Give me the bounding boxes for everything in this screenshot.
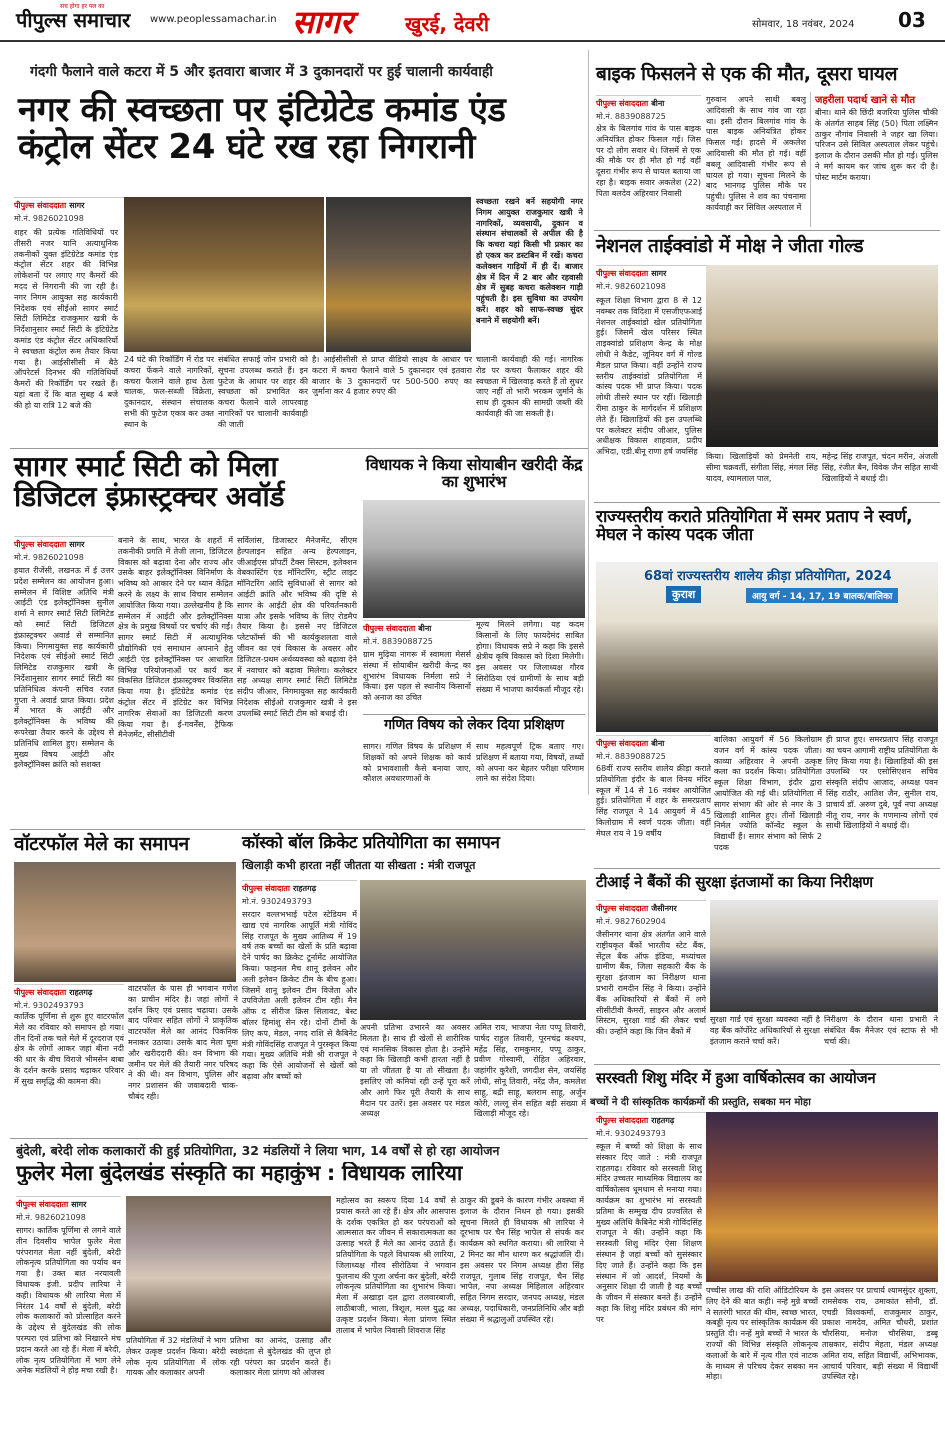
a1-place: सागर — [69, 201, 85, 210]
a1-col5a: स्वच्छता रखने बनें सहयोगी नगर निगम आयुक्त राजकुमार खत्री ने नागरिकों, व्यवसायी, दुकान व संस्थान संचालकों से अपील की है कि कचरा यहां किसी भी प्रकार का हो एकत्र कर डस्टबिन में रखें। कचरा कलेक्शन गाड़ियों में ही दें। बाजार क्षेत्र में दिन में 2 बार और रहवासी क्षेत्र में सुबह कचरा कलेक्शन गाड़ी पहुंचती है। इस सुविधा का उपयोग करें। शहर को साफ-स्वच्छ सुंदर बनाने में सहयोगी बनें। — [476, 197, 583, 325]
a12-col1: सागर। कार्तिक पूर्णिमा से लगने वाले तीन दिवसीय भापेल फुलेर मेला परंपरागत मेला नहीं बुंदेली, बरेदी लोकनृत्य प्रतियोगिता का पर्याय बन गया है। उक्त बात नरयावली विधायक इंजी. प्रदीप लारिया ने कही। विधायक श्री लारिया मेला में निरंतर 14 वर्षों से बुंदेली, बरेदी लोक कलाकारों को प्रोत्साहित करने के उद्देश्य से बुंदेलखंड की लोक परम्परा एवं प्रतिभा को निखारने मंच प्रदान करते आ रहे हैं। मेला में बरेदी, लोक नृत्य प्रतियोगिता में भाग लेने अनेक मंडलियों ने होड़ मचा रखी है। — [16, 1226, 121, 1376]
a3-mo: मो.नं. 9826021098 — [596, 282, 666, 291]
a12-byline: पीपुल्स संवाददाता — [16, 1200, 69, 1209]
a5-place: बीना — [418, 624, 432, 633]
a9-headline: कॉस्को बॉल क्रिकेट प्रतियोगिता का समापन — [242, 833, 500, 853]
divider — [594, 502, 940, 503]
page-number: 03 — [898, 8, 926, 32]
website[interactable]: www.peoplessamachar.in — [150, 14, 277, 25]
a7-byline: पीपुल्स संवाददाता — [596, 739, 649, 748]
a7-col1: 68वीं राज्य स्तरीय शालेय क्रीड़ा कराते प्रतियोगिता इंदौर के बाल विनय मंदिर स्कूल में 14 से 16 नवंबर आयोजित हुई। प्रतियोगिता में शहर के समरप्रताप सिंह राजपूत ने 14 आयुवर्ग में 45 किलोग्राम में स्वर्ण पदक जीता। वहीं मेघल राय ने 19 वर्षीय — [596, 764, 711, 838]
a1-col1: शहर की प्रत्येक गतिविधियों पर तीसरी नजर यानि अत्याधुनिक तकनीकों युक्त इंटिग्रेटेड कमांड एंड कंट्रोल सेंटर शहर की विभिन्न लोकेशनों पर लगाए गए कैमरों की मदद से निगरानी की जा रही है। नगर निगम आयुक्त सह कार्यकारी निदेशक एवं सीईओ सागर स्मार्ट सिटी लिमिटेड राजकुमार खत्री के निर्देशानुसार स्मार्ट सिटी के इंटिग्रेटेड कमांड एंड कंट्रोल सेंटर अधिकारियों ने स्वच्छता कंट्रोल रूम तैयार किया गया है। आईसीसीसी में बैठे ऑपरेटर्स दिनभर की गतिविधियों कैमरों की रिकॉर्डिंग पर रखते हैं। यहां बता दें कि बात सुबह 4 बजे की हो या रात्रि 12 बजे की — [14, 228, 118, 410]
divider — [10, 1138, 588, 1139]
a12-kicker: बुंदेली, बरेदी लोक कलाकारों की हुई प्रतियोगिता, 32 मंडलियों ने लिया भाग, 14 वर्षों से हो रहा आयोजन — [16, 1143, 500, 1158]
a2-byline: पीपुल्स संवाददाता — [596, 99, 649, 108]
a7-mo: मो.नं. 8839088725 — [596, 752, 666, 761]
a4-byline-block — [14, 536, 114, 563]
a4-byline: पीपुल्स संवाददाता — [14, 540, 67, 549]
a3-headline: नेशनल ताईक्वांडो में मोक्ष ने जीता गोल्ड — [596, 235, 864, 257]
a7-byline-block — [596, 735, 711, 762]
a8-col2: वाटरफॉल के पास ही भगवान गणेश का प्राचीन मंदिर है। जहां लोगों ने दर्शन किए एवं प्रसाद चढ़ाया। उसके बाद परिवार सहित लोगों ने प्राकृतिक वाटरफॉल मेले का आनंद पिकनिक मनाकर उठाया। उसके बाद मेला घूमा और खरीददारी की। वन विभाग की जमीन पर मेले की तैयारी नगर परिषद ने की थी। वन विभाग, पुलिस और नगर प्रशासन की जवाबदारी चाक-चौबंद रही। — [128, 984, 238, 1101]
a7-col2: बालिका आयुवर्ग में 56 किलोग्राम वजन वर्ग में कांस्य पदक जीता। काव्या अहिरवार ने अपनी उत्कृष्ट कला का प्रदर्शन किया। प्रतियोगिता स्कूल शिक्षा विभाग, इंदौर द्वारा आयोजित की गई थी। प्रतियोगिता में सागर संभाग की ओर से नगर के 3 खिलाड़ी शामिल हुए। तीनों खिलाड़ी निर्मल ज्योति कॉन्वेंट स्कूल के विद्यार्थी हैं। सागर संभाग को सिर्फ 2 पदक — [714, 735, 822, 852]
a11-col1: स्कूल में बच्चों को शिक्षा के साथ संस्कार दिए जाते : मंत्री राजपूत राहतगढ़। रविवार को सरस्वती शिशु मंदिर उच्चतर माध्यमिक विद्यालय का वार्षिकोत्सव धूमधाम से मनाया गया। कार्यक्रम का शुभारंभ मां सरस्वती प्रतिमा के सम्मुख दीप प्रज्वलित से मुख्य अतिथि कैबिनेट मंत्री गोविंदसिंह राजपूत ने की। उन्होंने कहा कि सरस्वती शिशु मंदिर ऐसा शिक्षण संस्थान है जहां बच्चों को सुसंस्कार दिए जाते हैं। उन्होंने कहा कि इस संस्थान में जो आदर्श, नियमों के अनुसार शिक्षा दी जाती है वह बच्चों के जीवन में संस्कार बनते हैं। उन्होंने कहा कि शिशु मंदिर प्रबंधन की मांग पर — [596, 1142, 702, 1324]
a2-box — [810, 92, 938, 227]
divider — [10, 448, 588, 449]
divider — [594, 868, 940, 869]
a5-byline-block — [363, 620, 471, 647]
paper-name: पीपुल्स समाचार — [16, 8, 131, 32]
a12-place: सागर — [71, 1200, 87, 1209]
divider — [10, 829, 585, 830]
a4-mo: मो.नं. 9826021098 — [14, 553, 84, 562]
a9-byline: पीपुल्स संवादाता — [242, 884, 290, 893]
a11-col3: इस अवसर पर प्राचार्य श्यामसुंदर शुक्ला, रामसेवक राय, उमाकांत सोनी, डॉ. एचडी विश्वकर्मा, राजकुमार ठाकुर, प्रकाश नामदेव, अमित चौधरी, प्रशांत चौरसिया, मनोज चौरसिया, डब्बू ताम्रकार, संदीप मेहता, मंडल अध्यक्ष अमित राय, सहित विद्यार्थी, अभिभावक, आचार्य परिवार, बड़ी संख्या में विद्यार्थी उपस्थित रहे। — [822, 1286, 938, 1382]
a10-photo — [710, 900, 938, 1012]
a5-photo — [363, 500, 585, 618]
a1-col4: है। आईसीसीसी से प्राप्त वीडियो साक्ष्य के आधार पर कटरा में कचरा फैलाने वाले 5 दुकानदार एवं इतवारा बाजार के 3 दुकानदारों पर 500-500 रुपए का जुर्माना कर 4 हजार रुपए की — [312, 355, 472, 397]
divider — [363, 714, 585, 715]
subcities: खुरई, देवरी — [405, 12, 490, 36]
a1-mo: मो.नं. 9826021098 — [14, 214, 84, 223]
a3-col3: महेन्द्र सिंह राजपूत, चंदन मरीन, अंजली सिंह, रंजीत बैन, विवेक जैन सहित साथी खिलाड़ियों ने बधाई दी। — [822, 452, 938, 483]
a1-col2: 24 घंटे की रिकॉर्डिंग में रोड पर कचरा फेंकने वाले नागरिकों, कचरा फैलाने वाले हाथ ठेला चालक, फल-सब्जी विक्रेता, दुकानदार, संस्थान संचालक सभी की फुटेज एकत्र कर उक्त स्थान के — [124, 355, 214, 429]
a12-byline-block — [16, 1196, 121, 1223]
a11-headline: सरस्वती शिशु मंदिर में हुआ वार्षिकोत्सव का आयोजन — [596, 1069, 876, 1087]
city-title: सागर — [292, 3, 354, 41]
a1-byline: पीपुल्स संवाददाता — [14, 201, 67, 210]
a11-mo: मो.नं. 9302493793 — [596, 1129, 666, 1138]
a3-byline-block — [596, 265, 706, 292]
a9-col1: सरदार वल्लभभाई पटेल स्टेडियम में खाद्य एवं नागरिक आपूर्ति मंत्री गोविंद सिंह राजपूत के मुख्य आतिथ्य में 19 वर्ष तक बच्चों का खेलों के प्रति बढ़ावा देने पार्षद का क्रिकेट टूर्नामेंट आयोजित किया। फाइनल मैच शानू इलेवन और अली इलेवन क्रिकेट टीम के बीच हुआ। जिसमें शानू इलेवन टीम विजेता और उपविजेता अली इलेवन टीम रही। मैन ऑफ द सीरीज क्रिस सिलावट, बेस्ट बॉलर हिमांशु सेन रहे। दोनों टीमों के लिए कप, मेडल, नगद राशि से कैबिनेट मंत्री गोविंदसिंह राजपूत ने पुरस्कृत किया गया। मुख्य अतिथि मंत्री श्री राजपूत ने कहा कि ऐसे आयोजनों से खेलों को बढ़ावा और बच्चों को — [242, 910, 357, 1081]
a4-col1: हयात रीजेंसी, लखनऊ में ई उत्तर प्रदेश सम्मेलन का आयोजन हुआ। सम्मेलन में विशिष्ट अतिथि मंत्री आईटी एंड इलेक्ट्रॉनिक्स सुनील शर्मा ने सागर स्मार्ट सिटी लिमिटेड को स्मार्ट सिटी डिजिटल इंफ्रास्ट्रक्चर अवार्ड से सम्मानित किया। निगमायुक्त सह कार्यकारी निदेशक एवं सीईओ स्मार्ट सिटी लिमिटेड राजकुमार खत्री के निर्देशानुसार सागर स्मार्ट सिटी का प्रतिनिधित्व कंपनी सचिव रजत गुप्ता ने अवार्ड प्राप्त किया। प्रदेश में भारत के आईटी और इलेक्ट्रॉनिक्स के भविष्य की रूपरेखा तैयार करने के उद्देश्य से प्रतिनिधि शामिल हुए। सम्मेलन के मुख्य विषय आईटी और इलेक्ट्रॉनिक्स क्रांति को सशक्त — [14, 566, 114, 770]
a5-mo: मो.नं. 8839088725 — [363, 637, 433, 646]
a6-headline: गणित विषय को लेकर दिया प्रशिक्षण — [384, 717, 564, 733]
a8-byline-block — [14, 984, 124, 1011]
a4-col2: बनाने के साथ, भारत के शहरों में तकनीकी प्रगति में तेजी लाना, डिजिटल विकास को बढ़ावा देना और राज्य और उसके बाहर इलेक्ट्रॉनिक्स विनिर्माण के भविष्य को आकार देने पर ध्यान केंद्रित करने के लक्ष्य के साथ विचार सम्मेलन आयोजित किया गया। उल्लेखनीय है कि सम्मेलन में आईटी और इलेक्ट्रॉनिक्स क्षेत्र के प्रमुख विषयों पर चर्चाएं की गईं। सागर स्मार्ट सिटी में अत्याधुनिक प्रौद्योगिकी एवं समाधान अपनाने हेतु आईटी एंड इलेक्ट्रॉनिक्स पर आधारित विभिन्न परियोजनाओं पर कार्य कर विकसित डिजिटल इंफ्रास्ट्रक्चर विकसित किया गया है। इंटिग्रेटेड कमांड एंड कंट्रोल सेंटर में इंटिग्रेट कर विभिन्न नागरिक सेवाओं का डिजिटली करण किया गया है। ई-गवर्नेंस, ट्रैफिक मैनेजमेंट, सीसीटीवी — [118, 536, 233, 740]
a10-headline: टीआई ने बैंकों की सुरक्षा इंतजामों का किया निरीक्षण — [596, 873, 873, 891]
a12-col4: ठाकुर की डूबने के कारण गंभीर अवस्था में इलाज के दौरान निधन हो गया। इसकी सूचना मिलते ही विधायक श्री लारिया ने दूरभाष पर चैन सिंह भापेल से संपर्क कर कार्यक्रम को स्थगित कराया। श्री लारिया ने 2 मिनट का मौन धारण कर श्रद्धांजलि दी। इस अवसर पर निगम अध्यक्ष हीरा सिंह राजपूत, गुलाब सिंह राजपूत, चैन सिंह भापेल, नपा अध्यक्ष मिहिलाल अहिरवार सहित निगम सरदार, जनपद अध्यक्ष, मंडल अध्यक्ष, पदाधिकारी, जनप्रतिनिधि और बड़ी संख्या में श्रद्धालुओं उपस्थित रहे। — [460, 1196, 584, 1324]
a9-col3: अमित राय, भाजपा नेता पप्पू तिवारी, पार्षद राहुल तिवारी, पूरनचंद्र कश्यप, महेंद्र सिंह, रामकुमार, पप्पू ठाकुर, प्रवीण गोस्वामी, रोहित अहिरवार, जहांगीर कुरैशी, जगदीश सेन, जयसिंह लोधी, सोनू तिवारी, नरेंद्र जैन, कमलेश साहू, बद्री साहू, बलराम साहू, अर्जुन कोरी, लल्लू सेन सहित बड़ी संख्या में खिलाड़ी मौजूद रहे। — [474, 1023, 586, 1119]
a1-photo-2 — [326, 197, 471, 352]
a2-byline-block — [596, 95, 701, 122]
a3-place: सागर — [651, 269, 667, 278]
a8-mo: मो.नं. 9302493793 — [14, 1001, 84, 1010]
a12-photo — [126, 1196, 331, 1332]
divider — [594, 230, 940, 231]
a7-headline: राज्यस्तरीय कराते प्रतियोगिता में समर प्रताप ने स्वर्ण, मेघल ने कांस्य पदक जीता — [596, 507, 913, 546]
a8-byline: पीपुल्स संवाददाता — [14, 988, 67, 997]
a7-banner-event: कुराश — [666, 586, 701, 603]
a7-banner: 68वां राज्यस्तरीय शालेय क्रीड़ा प्रतियोगिता, 2024 — [644, 569, 892, 584]
masthead — [0, 0, 945, 42]
a4-headline: सागर स्मार्ट सिटी को मिला डिजिटल इंफ्रास्ट्रक्चर अवॉर्ड — [14, 450, 285, 514]
a12-caption: प्रतियोगिता में 32 मंडलियों ने भाग लेकर उत्कृष्ट प्रदर्शन किया। बरेदी लोक नृत्य प्रतियोगिता में लोक गायक और कलाकार अपनी — [126, 1336, 226, 1378]
column-divider — [588, 50, 589, 795]
a2-place: बीना — [651, 99, 665, 108]
a6-col2: साथ महत्वपूर्ण ट्रिक बताए गए। प्रशिक्षण में बताया गया, विषयों, तथ्यों को अपना कर बेहतर परीक्षा परिणाम लाने का संदेश दिया। — [476, 742, 584, 784]
a10-place: जैसीनगर — [651, 904, 677, 913]
a2-col2: गुरुवान अपने साथी बबलू आदिवासी के साथ गांव जा रहा था। इसी दौरान बिलगांव गांव के पास बाइक अनियंत्रित होकर फिसल गई। हादसे में अकलेश आदिवासी की मौत हो गई। वहीं बबलू आदिवासी गंभीर रूप से घायल हो गया। सूचना मिलने के बाद भानगढ़ पुलिस मौके पर पहुंची। पुलिस ने शव का पंचनामा कार्यवाही कर सिविल अस्पताल में — [706, 95, 806, 212]
a1-kicker: गंदगी फैलाने वाले कटरा में 5 और इतवारा बाजार में 3 दुकानदारों पर हुई चालानी कार्यवाही — [30, 64, 493, 80]
a8-col1: कार्तिक पूर्णिमा से शुरू हुए वाटरफॉल मेले का रविवार को समापन हो गया। तीन दिनों तक चले मेले में दूरदराज एवं क्षेत्र के लोगों आकर जहां बीना नदी की धार के बीच विराजे भीमसेन बाबा के दर्शन करके प्रसाद चढ़ाकर परिवार में सुख समृद्धि की कामना की। — [14, 1012, 124, 1086]
a2-col1: क्षेत्र के बिलगांव गांव के पास बाइक अनियंत्रित होकर फिसल गई। जिस पर दो लोग सवार थे। जिसमें से एक की मौके पर ही मौत हो गई वहीं दूसरा गंभीर रूप से घायल बताया जा रहा है। बाइक सवार अकलेश (22) पिता बलदेव अहिरवार निवासी — [596, 124, 701, 198]
a8-place: राहतगढ़ — [69, 988, 93, 997]
a11-col2: पच्चीस लाख की राशि ऑडिटोरियम के लिए देने की बात कही। नन्हे मुन्ने बच्चों ने सतरंगी भारत की थीम, स्वच्छ भारत, कबड्डी नृत्य पर सांस्कृतिक कार्यक्रम की प्रस्तुति दी। नन्हें मुन्ने बच्चों ने भारत के राज्यों की विभिन्न संस्कृति लोकनृत्य कलाओं के बारे में नृत्य गीत एवं नाटक के माध्यम से परिचय देकर सबका मन मोहा। — [706, 1286, 818, 1382]
a9-col2: अपनी प्रतिभा उभारने का अवसर मिलता है। साथ ही खेलों से शारीरिक एवं मानसिक विकास होता है। उन्होंने कहा कि खिलाड़ी कभी हारता नहीं है या तो जीतता है या तो सीखता है। इसलिए जो कमियां रही उन्हें पूरा करें और आगे फिर पूरी तैयारी के साथ मैदान पर उतरें। इस अवसर पर मंडल अध्यक्ष — [360, 1023, 470, 1119]
a10-byline-block — [596, 900, 706, 927]
a9-subtitle: खिलाड़ी कभी हारता नहीं जीतता या सीखता : मंत्री राजपूत — [242, 859, 476, 872]
a2-headline: बाइक फिसलने से एक की मौत, दूसरा घायल — [596, 63, 898, 85]
a1-photo-1 — [124, 197, 324, 352]
a11-byline-block — [596, 1112, 706, 1139]
a11-subtitle: बच्चों ने दी सांस्कृतिक कार्यक्रमों की प्रस्तुति, सबका मन मोहा — [590, 1097, 811, 1108]
a3-photo — [706, 265, 938, 447]
a12-headline: फुलेर मेला बुंदेलखंड संस्कृति का महाकुंभ : विधायक लारिया — [16, 1162, 463, 1185]
a4-place: सागर — [69, 540, 85, 549]
a1-col5b: चालानी कार्यवाही की गई। नागरिक रोड पर कचरा फैलाकर शहर की स्वच्छता में खिलवाड़ करते हैं तो सुधर जाए नहीं तो भारी भरकम जुर्माने के साथ ही दुकान की सामग्री जब्ती की कार्यवाही की जा सकती है। — [476, 355, 583, 418]
a2-box-title: जहरीला पदार्थ खाने से मौत — [815, 95, 916, 106]
a8-headline: वॉटरफॉल मेले का समापन — [14, 833, 189, 855]
a4-col3: सर्विलांस, डिजास्टर मैनेजमेंट, सीएम हेल्पलाइन सहित अन्य हेल्पलाइन, जीआईएस प्रॉपर्टी टैक्स सिस्टम, इलेक्शन वेबकास्टिंग एंड मॉनिटरिंग, स्ट्रीट लाइट मॉनिटरिंग आदि सुविधाओं से सागर को आईटी क्रांति और भविष्य की दृष्टि से सागर के आईटी क्षेत्र की परिवर्तनकारी यात्रा और इसके भविष्य के लिए रोडमैप तैयार किया है। इससे नए डिजिटल प्लेटफॉर्म्स की भी कार्यकुशलता वाले जीवन का एवं विकास के अवसर और डिजिटल-प्रथम अर्थव्यवस्था को बढ़ावा देने में नवाचार को बढ़ावा मिलेगा। कलेक्टर सह अध्यक्ष सागर स्मार्ट सिटी लिमिटेड संदीप जीआर, निगमायुक्त सह कार्यकारी निदेशक सीईओ राजकुमार खत्री ने इस उपलब्धि स्मार्ट सिटी टीम को बधाई दी। — [237, 536, 357, 718]
a9-place: राहतगढ़ — [292, 884, 317, 893]
a7-place: बीना — [651, 739, 665, 748]
a12-col3: महोत्सव का स्वरूप दिया 14 वर्षों से प्रयास करते आ रहे हैं। क्षेत्र और आसपास के दर्शक एकत्रित हो कर परंपराओं को आत्मसात कर जीवन में सकारात्मकता का उत्साह भरते हैं मेले का आनंद उठाते हैं। प्रतियोगिता के पहले विधायक श्री लारिया, जिलाध्यक्ष गौरव सीरोठिया ने भगवान फुलनाथ की पूजा अर्चना कर बुंदेली, बरेदी लोकनृत्य प्रतियोगिता का शुभारंभ किया। मेला में अखाड़ा दल द्वारा तलवारबाजी, लाठीबाजी, भाला, त्रिशूल, मल्ल युद्ध का उत्कृष्ट प्रदर्शन किया। मेला प्रांगण स्थित तालाब में भापेल निवासी शिवराज सिंह — [336, 1196, 456, 1335]
a3-col2: किया। खिलाड़ियों को प्रेमनेती राय, सीमा चक्रवर्ती, संगीता सिंह, मंगल सिंह यादव, श्यामलाल पाल, — [706, 452, 818, 483]
a1-byline-block — [14, 197, 124, 224]
divider — [594, 1064, 940, 1065]
a1-headline: नगर की स्वच्छता पर इंटिग्रेटेड कमांड एंड कंट्रोल सेंटर 24 घंटे रख रहा निगरानी — [18, 90, 506, 167]
a6-col1: सागर। गणित विषय के प्रशिक्षण में शिक्षकों को अपने शिक्षक को कार्य को प्रभावशाली कैसे बनाया जाए, कौशल अवधारणाओं के — [363, 742, 471, 784]
a9-byline-block — [242, 880, 357, 907]
a5-headline: विधायक ने किया सोयाबीन खरीदी केंद्र का शुभारंभ — [365, 455, 583, 492]
a2-box-text: बीना। थाने की छिंदी बजरिया पुलिस चौकी के अंतर्गत साहब सिंह (50) पिता लक्ष्मिन ठाकुर नौगांव निवासी ने जहर खा लिया। परिजन उसे सिविल अस्पताल लेकर पहुंचे। इलाज के दौरान उसकी मौत हो गई। पुलिस ने मर्ग कायम कर जांच शुरू कर दी है। पोस्ट मार्टम कराया। — [815, 108, 938, 182]
a7-col3: ही प्राप्त हुए। समरप्रताप सिंह राजपूत का चयन आगामी राष्ट्रीय प्रतियोगिता के लिए किया गया है। खिलाड़ियों की इस उपलब्धि पर एसोसिएशन सचिव संस्कृति संदीप आजाद, अध्यक्ष पवन सिंह राठौर, आतिश जैन, सुनील राय, प्राचार्य डॉ. अरुण दुबे, पूर्व नपा अध्यक्ष नीतू राय, नगर के गणमान्य लोगों एवं साथी खिलाड़ियों ने बधाई दी। — [826, 735, 938, 831]
a9-photo — [360, 880, 586, 1020]
a7-banner-sub: आयु वर्ग - 14, 17, 19 बालक/बालिका — [746, 588, 898, 603]
paper-tagline: सच होगा हर पल का — [60, 3, 105, 10]
a8-photo — [14, 862, 236, 982]
a10-col2: सुरक्षा गार्ड एवं सुरक्षा व्यवस्था नहीं है वह बैंक कॉर्पोरेट अधिकारियों से सुरक्षा इंतजाम कराने चर्चा करें। — [710, 1015, 820, 1046]
a3-byline: पीपुल्स संवाददाता — [596, 269, 649, 278]
a3-col1: स्कूल शिक्षा विभाग द्वारा 8 से 12 नवम्बर तक विदिशा में एसजीएफआई नेशनल ताईक्वांडो खेल प्रतियोगिता हुई। जिसमें खेल परिसर स्थित ताइक्वांडो प्रशिक्षण केन्द्र के मोक्ष लोधी ने कैडेट, जूनियर वर्ग में गोल्ड मैडल प्राप्त किया। वहीं उन्होंने राज्य स्तरीय ताईक्वांडो प्रतियोगिता में कांस्य पदक भी प्राप्त किया। पदक लोधी तीसरे स्थान पर रहीं। खिलाड़ी रीमा ठाकुर के मार्गदर्शन में प्रशिक्षण लेते हैं। खिलाड़ियों की इस उपलब्धि पर कलेक्टर संदीप जीआर, पुलिस अधीक्षक विकास शाहवाल, प्रदीप अभिदा, एडी.बीनू राणा हर्ष जयसिंह — [596, 296, 702, 457]
a10-mo: मो.नं. 9827602904 — [596, 917, 666, 926]
a1-col3: संबंधित सफाई जोन प्रभारी को सूचना उपलब्ध कराते हैं। इन फुटेज के आधार पर शहर की स्वच्छता को प्रभावित कर कचरा फैलाने वाले लापरवाह नागरिकों पर चालानी कार्यवाही की जाती — [218, 355, 308, 429]
a5-col2: मूल्य मिलने लगेगा। यह कदम किसानों के लिए फायदेमंद साबित होगा। विधायक सप्रे ने कहा कि इससे क्षेत्रीय कृषि विकास को दिशा मिलेगी। इस अवसर पर जिलाध्यक्ष गौरव सिरोठिया एवं ग्रामीणों के साथ बड़ी संख्या में भाजपा कार्यकर्ता मौजूद रहे। — [476, 620, 584, 694]
a7-photo — [596, 562, 938, 732]
a10-byline: पीपुल्स संवाददाता — [596, 904, 649, 913]
a2-mo: मो.नं. 8839088725 — [596, 112, 666, 121]
a12-mo: मो.नं. 9826021098 — [16, 1213, 86, 1222]
a11-byline: पीपुल्स संवाददाता — [596, 1116, 649, 1125]
a5-col1: ग्राम मुढ़िया नागरू में स्वामला मेसर्स संस्था में सोयाबीन खरीदी केन्द्र का शुभारंभ विधायक निर्मला सप्रे ने किया। इस पहल से स्थानीय किसानों को अनाज का उचित — [363, 650, 471, 703]
a12-col2b: प्रतिभा का आनंद, उत्साह और स्वछंदता से बुंदेलखंड की लुप्त हो रही परंपरा का प्रदर्शन करते हैं। कलाकार मेला प्रांगण को ओजस्व — [230, 1336, 331, 1378]
a9-mo: मो.नं. 9302493793 — [242, 897, 312, 906]
a11-place: राहतगढ़ — [651, 1116, 675, 1125]
a11-photo — [706, 1112, 938, 1282]
a10-col3: निरीक्षण के दौरान थाना प्रभारी ने संबंधित बैंक मैनेजर एवं स्टाफ से भी चर्चा की। — [824, 1015, 938, 1046]
a10-col1: जैसीनगर थाना क्षेत्र अंतर्गत आने वाले राष्ट्रीयकृत बैंकों भारतीय स्टेट बैंक, सेंट्रल बैंक ऑफ इंडिया, मध्यांचल ग्रामीण बैंक, जिला सहकारी बैंक के सुरक्षा इंतजाम का निरीक्षण थाना प्रभारी रामदीन सिंह ने किया। उन्होंने बैंक अधिकारियों से बैंकों में लगे सीसीटीवी कैमरों, साइरन और अलार्म सिस्टम, सुरक्षा गार्ड की लेकर चर्चा की। उन्होंने कहा कि जिन बैंकों में — [596, 930, 706, 1037]
date: सोमवार, 18 नवंबर, 2024 — [752, 19, 855, 30]
a5-byline: पीपुल्स संवाददाता — [363, 624, 416, 633]
